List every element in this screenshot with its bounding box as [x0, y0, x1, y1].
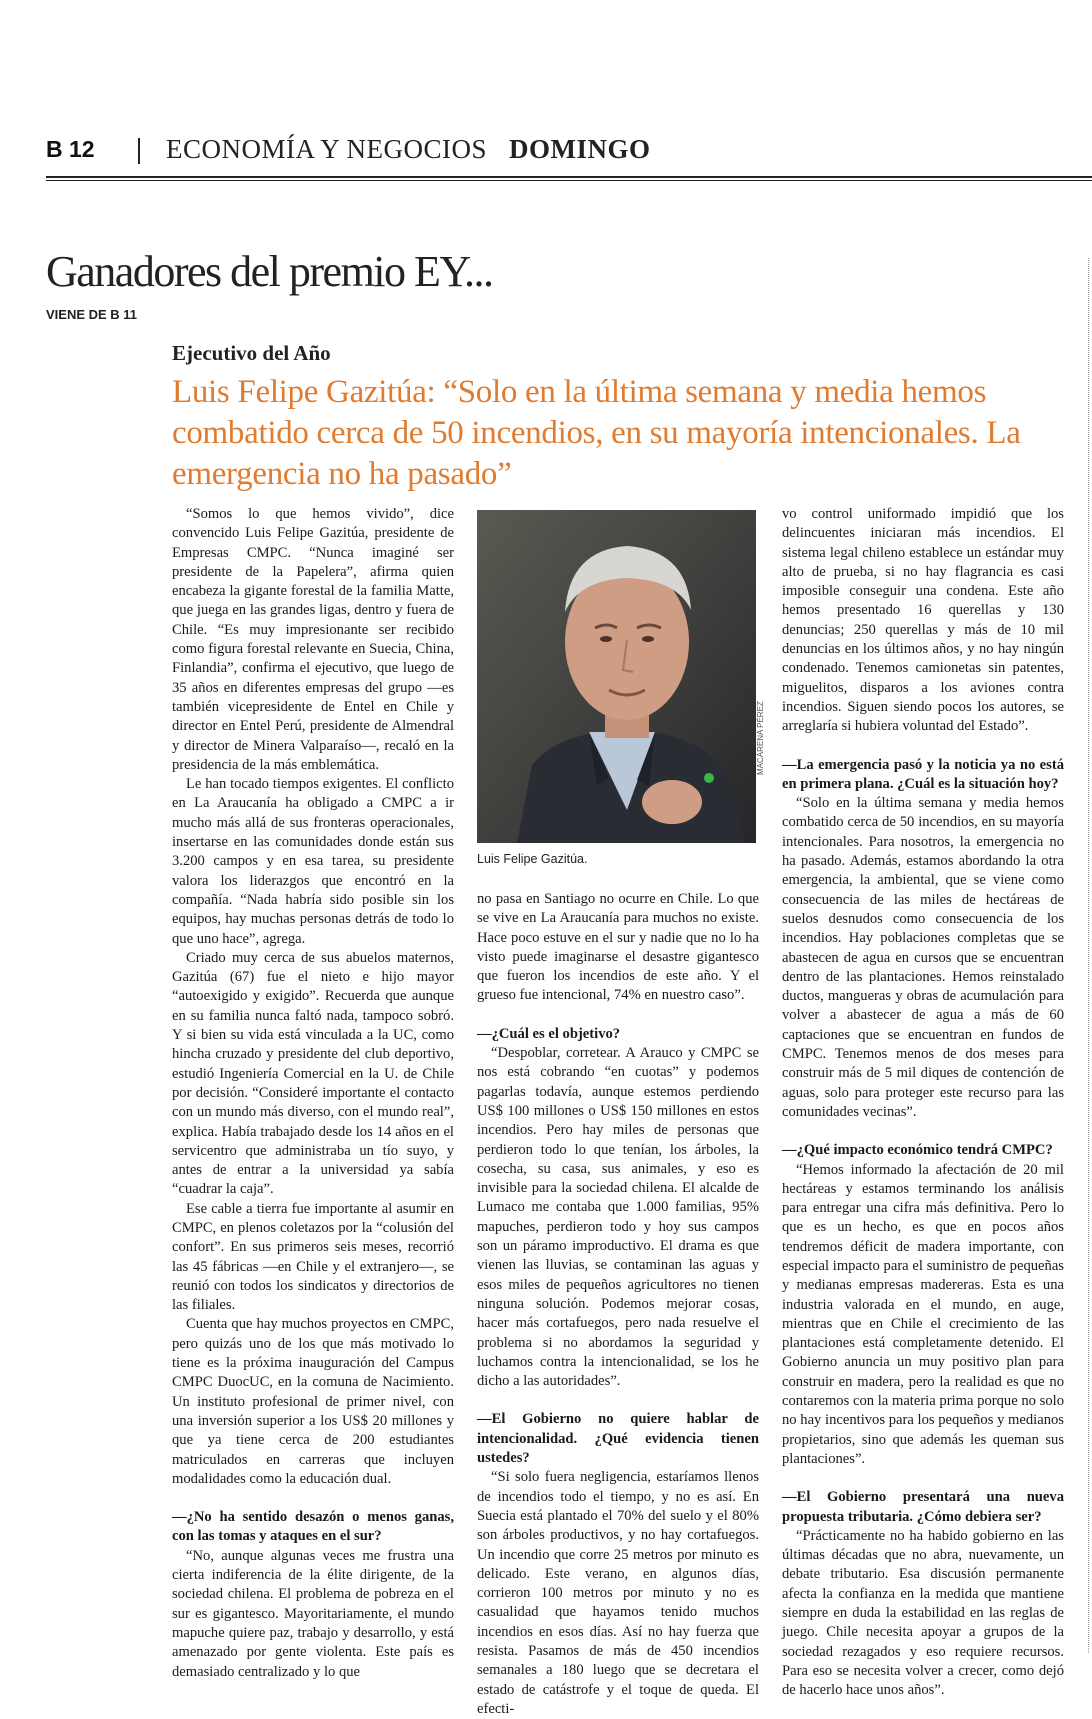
- paragraph: Ese cable a tierra fue importante al asumir en CMPC, en plenos coletazos por la “colusión del confort”. En sus primeros seis meses, recorrió las 45 fábricas —en Chile y el extranjero—, se reunió con todos los sindicatos y directorios de las filiales.: [172, 1200, 454, 1314]
- paragraph: “Hemos informado la afectación de 20 mil hectáreas y estamos terminando los análisis para entregar una cifra más definitiva. Pero lo que es un hecho, es que en pocos años tendremos déficit de madera importante, con especial impacto para el suministro de pequeñas y medianas empresas madereras. Esta es una industria valorada en el mundo, en auge, mientras que en Chile el crecimiento de las plantaciones está completamente detenido. El Gobierno anuncia un muy positivo plan para construir en madera, pero la realidad es que no contaremos con la materia prima porque no solo no hay incentivos para los pequeños y medianos propietarios, sino que además les queman sus plantaciones”.: [782, 1161, 1064, 1467]
- interview-question: —La emergencia pasó y la noticia ya no está en primera plana. ¿Cuál es la situación hoy?: [782, 756, 1064, 792]
- article-headline: Luis Felipe Gazitúa: “Solo en la última semana y media hemos combatido cerca de 50 incendios, en su mayoría intencionales. La emergencia no ha pasado”: [172, 374, 1021, 492]
- interview-question: —¿Qué impacto económico tendrá CMPC?: [782, 1142, 1053, 1159]
- paragraph: Criado muy cerca de sus abuelos maternos, Gazitúa (67) fue el nieto e hijo mayor “autoexigido y exigido”. Recuerda que aunque en su familia nunca faltó nada, tampoco sobró. Y si bien su vida está vinculada a la UC, como hincha cruzado y presidente del club deportivo, estudió Ingeniería Comercial en la U. de Chile por decisión. “Consideré importante el contacto con un mundo más diverso, con el mundo real”, explica. Había trabajado desde los 14 años en el servicentro que administraba un tío suyo, y antes de entrar a la universidad ya sabía “cuadrar la caja”.: [172, 949, 454, 1198]
- interview-question: —El Gobierno no quiere hablar de intencionalidad. ¿Qué evidencia tienen ustedes?: [477, 1411, 759, 1467]
- interview-question: —¿Cuál es el objetivo?: [477, 1025, 621, 1042]
- paragraph: no pasa en Santiago no ocurre en Chile. Lo que se vive en La Araucanía para muchos no existe. Hace poco estuve en el sur y nadie que no lo ha visto puede imaginarse el desastre gigantesco que fueron los incendios de este año. Y el grueso fue intencional, 74% en nuestro caso”.: [477, 891, 759, 1004]
- portrait-photo: [477, 510, 756, 843]
- photo-credit: MACARENA PÉREZ: [756, 701, 765, 775]
- day-label: DOMINGO: [509, 134, 651, 164]
- masthead: [46, 128, 1092, 178]
- portrait-illustration: [477, 510, 756, 843]
- paragraph: “Despoblar, corretear. A Arauco y CMPC se nos está cobrando “en cuotas” y podemos pagarlas todavía, aunque estemos perdiendo US$ 100 millones o US$ 150 millones en estos incendios. Pero hay miles de personas que perdieron todo lo que tenían, los árboles, la cosecha, su casa, sus animales, y eso es invisible para la sociedad chilena. El alcalde de Lumaco me contaba que 1.000 familias, 95% mapuches, perdieron todo y hoy sus campos son un páramo improductivo. El drama es que vienen las lluvias, se contaminan las aguas y esos miles de pequeños agricultores no tienen ninguna solución. Podemos mejorar cosas, hacer más cortafuegos, pero nada resuelve el problema si no abordamos la seguridad y luchamos contra la intencionalidad, se los he dicho a las autoridades”.: [477, 1045, 759, 1390]
- paragraph: “Somos lo que hemos vivido”, dice convencido Luis Felipe Gazitúa, presidente de Empresas CMPC. “Nunca imaginé ser presidente de la Papelera”, afirma quien encabeza la gigante forestal de la familia Matte, que juega en las grandes ligas, dentro y fuera de Chile. “Es muy impresionante ser recibido como figura forestal relevante en Suecia, China, Finlandia”, confirma el ejecutivo, que luego de 35 años en diferentes empresas del grupo —es también vicepresidente de Entel en Chile y director en Entel Perú, presidente de Almendral y director de Minera Valparaíso—, recaló en la presidencia de la más emblemática.: [172, 506, 454, 773]
- photo-caption: Luis Felipe Gazitúa.: [477, 852, 588, 866]
- text-column-2: [477, 890, 759, 1717]
- interview-question: —¿No ha sentido desazón o menos ganas, con las tomas y ataques en el sur?: [172, 1509, 454, 1545]
- paragraph: “Si solo fuera negligencia, estaríamos llenos de incendios todo el tiempo, y no es así. En Suecia está plantado el 70% del suelo y el 80% son árboles productivos, y no hay cortafuegos. Un incendio que corre 25 metros por minuto es delicado. Este verano, en algunos días, corrieron 100 metros por minuto y no es casualidad que hayamos tenido muchos incendios en esos días. Así no hay fuerza que resista. Pasamos de más de 450 incendios semanales a 180 luego que se decretara el estado de catástrofe y el toque de queda. El efecti-: [477, 1469, 759, 1717]
- paragraph: vo control uniformado impidió que los delincuentes iniciaran más incendios. El sistema legal chileno establece un estándar muy alto de prueba, si no hay flagrancia es casi imposible conseguir una condena. Este año hemos presentado 16 querellas y 130 denuncias; 250 querellas y más de 10 mil denuncias en los últimos años, y no hay ningún condenado. Tenemos camionetas sin patentes, miguelitos, disparos a los aviones contra incendios. Siguen siendo pocos los autores, se arreglaría si hubiera voluntad del Estado”.: [782, 506, 1064, 735]
- masthead-rule-thin: [46, 180, 1092, 181]
- masthead-divider: [138, 138, 140, 164]
- paragraph: “Prácticamente no ha habido gobierno en las últimas décadas que no abra, nuevamente, un debate tributario. Esa discusión permanente afecta la confianza en la medida que mantiene siempre en duda la estabilidad en las reglas de juego. Chile necesita apoyar a grupos de la sociedad rezagados y eso requiere recursos. Para eso se necesita volver a crecer, como dejó de hacerlo hace unos años”.: [782, 1527, 1064, 1699]
- text-column-3: [782, 505, 1064, 1699]
- section-name: ECONOMÍA Y NEGOCIOS: [166, 134, 488, 164]
- paragraph: “Solo en la última semana y media hemos combatido cerca de 50 incendios, en su mayoría intencionales. Para nosotros, la emergencia no ha pasado. Además, estamos abordando la otra emergencia, la ambiental, que se viene como consecuencia de las miles de hectáreas de suelos desnudos como consecuencia de los incendios. Hay poblaciones completas que se abastecen de agua en cursos que se encuentran dentro de las plantaciones. Hemos reinstalado ductos, mangueras y obras de acumulación para volver a abastecer de agua a más de 60 captaciones que se encuentran en fundos de CMPC. Tenemos menos de dos meses para construir más de 5 mil diques de contención de aguas, solo para proteger este recurso para las comunidades vecinas”.: [782, 795, 1064, 1120]
- text-column-1: [172, 505, 454, 1680]
- interview-question: —El Gobierno presentará una nueva propuesta tributaria. ¿Cómo debiera ser?: [782, 1489, 1064, 1525]
- page-title: Ganadores del premio EY...: [46, 247, 493, 296]
- continued-from: VIENE DE B 11: [46, 307, 138, 322]
- paragraph: “No, aunque algunas veces me frustra una cierta indiferencia de la élite dirigente, de la sociedad chilena. El problema de pobreza en el sur es gigantesco. Mayoritariamente, el mundo mapuche quiere paz, trabajo y desarrollo, y está amenazado por gente violenta. Este país es demasiado centralizado y lo que: [172, 1547, 454, 1680]
- page-number: B 12: [46, 136, 95, 162]
- paragraph: Le han tocado tiempos exigentes. El conflicto en La Araucanía ha obligado a CMPC a ir mucho más allá de sus fronteras operacionales, insertarse en las comunidades donde están sus 3.200 campos y en esa tarea, su presidente valora los liderazgos que encontró en la compañía. “Nada habría sido posible sin los equipos, hay muchas personas detrás de todo lo que uno hace”, agrega.: [172, 776, 454, 947]
- column-divider: [1088, 258, 1089, 1653]
- article-kicker: Ejecutivo del Año: [172, 341, 331, 365]
- paragraph: Cuenta que hay muchos proyectos en CMPC, pero quizás uno de los que más motivado lo tiene es la próxima inauguración del Campus CMPC DuocUC, en la comuna de Nacimiento. Un instituto profesional de primer nivel, con una inversión superior a los US$ 20 millones y que ya tiene cerca de 200 estudiantes matriculados en carreras que incluyen modalidades como la educación dual.: [172, 1316, 454, 1487]
- masthead-rule: [46, 176, 1092, 178]
